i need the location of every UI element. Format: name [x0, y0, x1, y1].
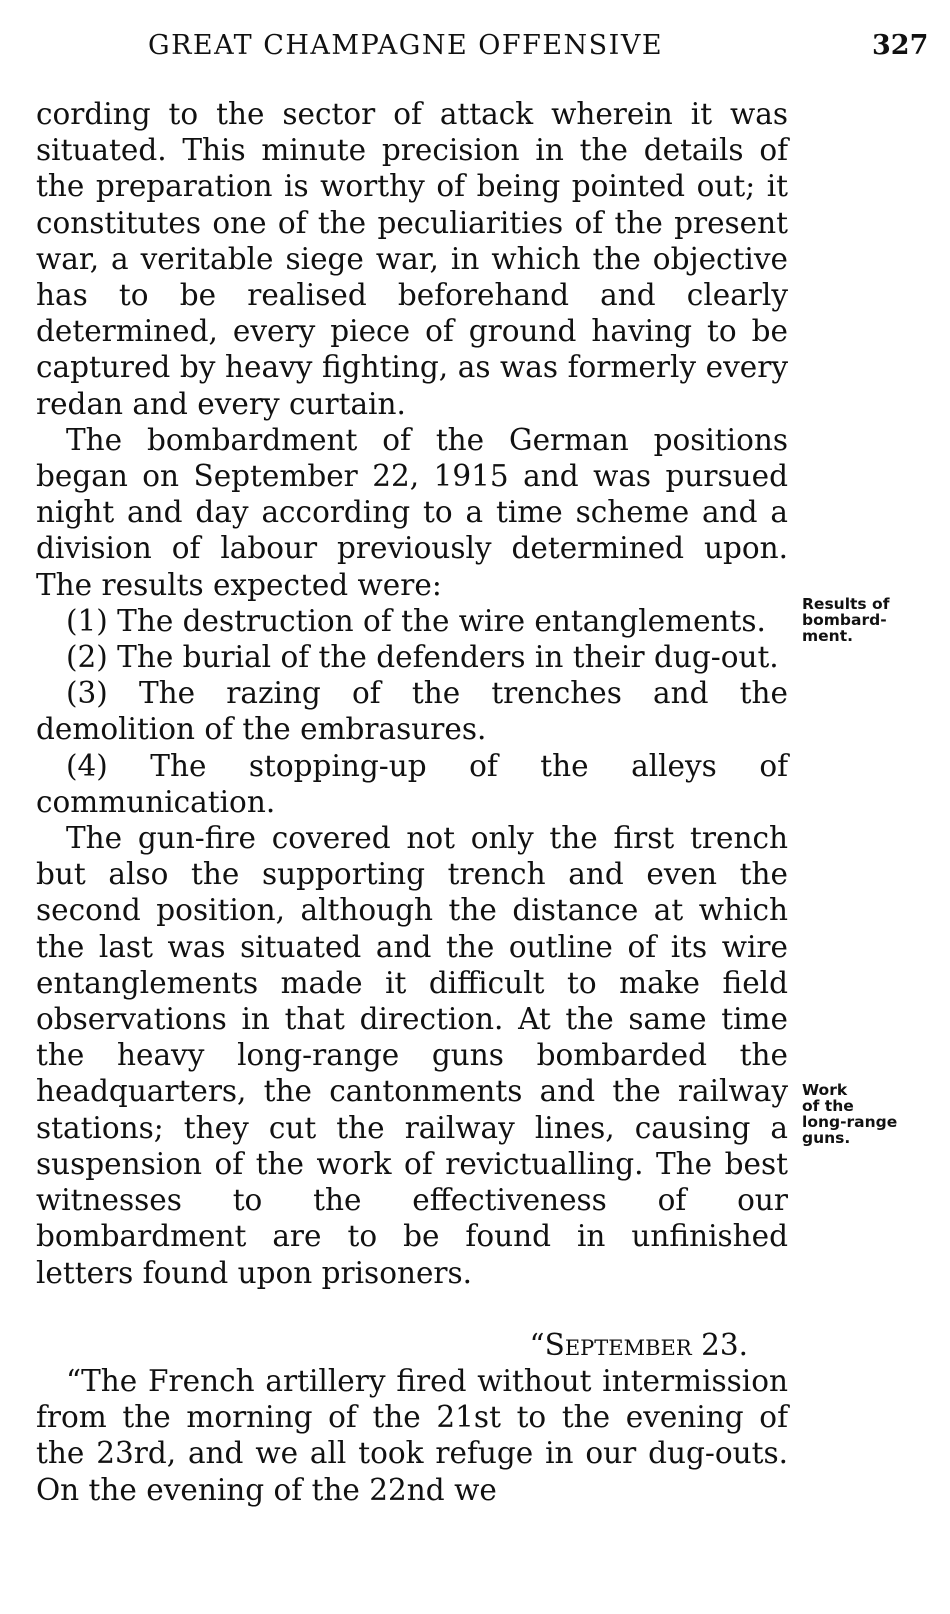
- sidenote-long-range-guns: [802, 1082, 897, 1146]
- sidenote-line: bombard-: [802, 611, 887, 629]
- list-item-2: (2) The burial of the defenders in their dug-out.: [66, 640, 779, 675]
- page-number: 327: [872, 30, 929, 61]
- paragraph-letter: “The French artillery fired without intermission from the morning of the 21st to the evening of the 23rd, and we all took refuge in our dug-outs. On the evening of the 22nd we: [36, 1363, 788, 1507]
- body-text: [36, 96, 788, 1508]
- paragraph-bombardment: The bombardment of the German positions began on September 22, 1915 and was pursued night and day according to a time scheme and a division of labour previously determined upon. The results expected were:: [36, 422, 788, 602]
- sidenote-line: long-range: [802, 1113, 898, 1131]
- paragraph-continuation: cording to the sector of attack wherein it was situated. This minute precision in the details of the preparation is worthy of being pointed out; it constitutes one of the peculiarities of the present war, a veritable siege war, in which the objective has to be realised beforehand and clearly determined, every piece of ground having to be captured by heavy fighting, as was formerly every redan and every curtain.: [36, 97, 788, 421]
- sidenote-line: guns.: [802, 1129, 851, 1147]
- paragraph-gunfire: The gun-fire covered not only the first trench but also the supporting trench and even the second position, although the distance at which the last was situated and the outline of its wire entanglements made it difficult to make field observations in that direction. At the same time the heavy long-range guns bombarded the headquarters, the cantonments and the railway stations; they cut the railway lines, causing a suspension of the work of revictualling. The best witnesses to the effectiveness of our bombardment are to be found in unfinished letters found upon prisoners.: [36, 821, 788, 1290]
- list-item-3: (3) The razing of the trenches and the demolition of the embrasures.: [36, 676, 788, 747]
- sidenote-results-of-bombardment: [802, 596, 889, 644]
- sidenote-line: ment.: [802, 627, 853, 645]
- sidenote-line: Results of: [802, 595, 890, 613]
- letter-dateline: “September 23.: [529, 1327, 748, 1362]
- sidenote-line: of the: [802, 1097, 854, 1115]
- list-item-1: (1) The destruction of the wire entanglements.: [66, 603, 766, 638]
- list-item-4: (4) The stopping-up of the alleys of communication.: [36, 748, 788, 819]
- sidenote-line: Work: [802, 1081, 848, 1099]
- running-head: GREAT CHAMPAGNE OFFENSIVE: [148, 30, 664, 61]
